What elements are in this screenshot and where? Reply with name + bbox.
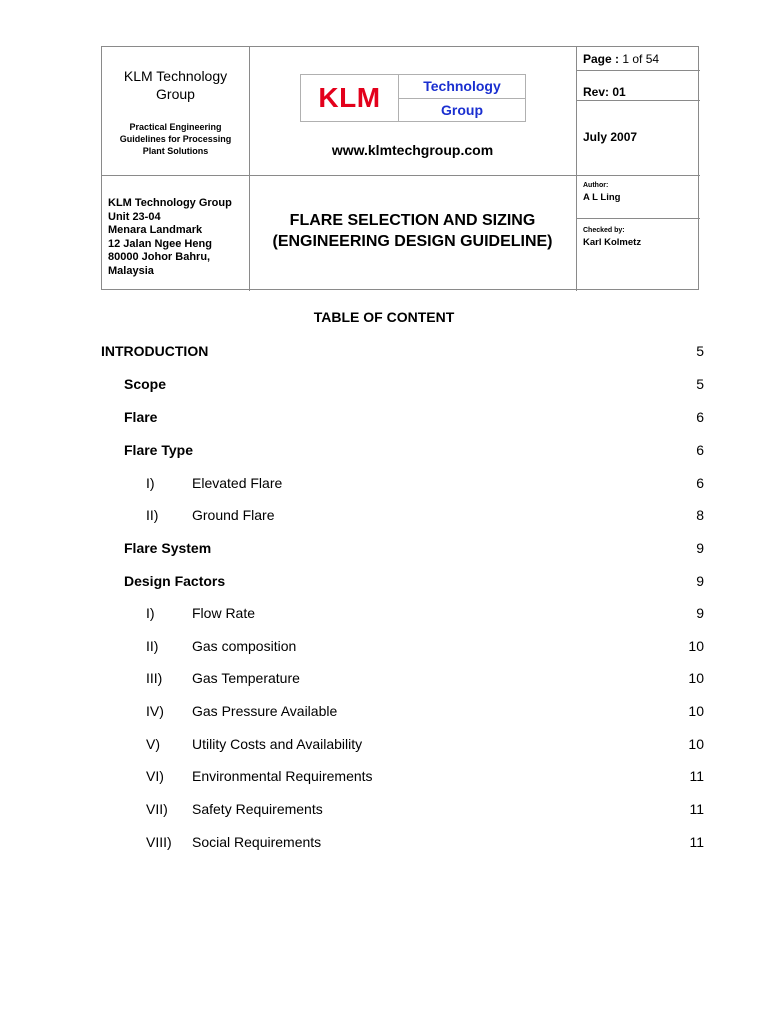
header-divider — [576, 218, 700, 219]
address-line: Unit 23-04 — [108, 210, 161, 223]
toc-entry-page: 6 — [696, 475, 704, 491]
toc-entry-label: Gas composition — [192, 638, 297, 654]
toc-entry-page: 9 — [696, 573, 704, 589]
author-label: Author: — [583, 182, 609, 189]
toc-heading: TABLE OF CONTENT — [313, 309, 455, 325]
toc-entry-label: Design Factors — [124, 573, 226, 589]
toc-entry-number: VII) — [146, 801, 168, 817]
logo-area — [249, 47, 576, 175]
toc-entry[interactable] — [0, 703, 768, 723]
website-link[interactable]: www.klmtechgroup.com — [331, 142, 494, 158]
toc-entry-label: Flow Rate — [192, 605, 256, 621]
logo-klm-text: KLM — [318, 82, 381, 113]
toc-entry[interactable] — [0, 638, 768, 658]
document-header — [101, 46, 699, 290]
address-line: Menara Landmark — [108, 224, 203, 237]
page-label: Page : — [583, 52, 620, 66]
toc-entry-label: Flare Type — [124, 442, 193, 458]
toc-entry-number: I) — [146, 475, 155, 491]
toc-entry-label: Flare — [124, 409, 158, 425]
company-tagline-text: Practical Engineering Guidelines for Processing Plant Solutions — [119, 122, 232, 156]
toc-entry[interactable] — [0, 442, 768, 462]
logo-technology-text: Technology — [423, 78, 501, 94]
toc-entry-page: 10 — [688, 638, 704, 654]
toc-entry-label: Gas Temperature — [192, 670, 300, 686]
toc-entry-number: II) — [146, 507, 159, 523]
toc-entry-page: 6 — [696, 409, 704, 425]
toc-entry-number: II) — [146, 638, 159, 654]
meta-block — [576, 47, 700, 175]
address-line: Malaysia — [108, 264, 154, 277]
revision: Rev: 01 — [583, 85, 626, 99]
toc-entry-number: I) — [146, 605, 155, 621]
company-name — [102, 67, 249, 103]
toc-entry[interactable] — [0, 573, 768, 593]
logo-group-text: Group — [441, 102, 483, 118]
toc-entry[interactable] — [0, 834, 768, 854]
title-line: FLARE SELECTION AND SIZING — [289, 212, 536, 229]
document-title — [249, 175, 576, 291]
page-value: 1 of 54 — [622, 52, 660, 66]
klm-logo — [300, 74, 526, 122]
toc-entry[interactable] — [0, 540, 768, 560]
toc-entry[interactable] — [0, 670, 768, 690]
toc-entry-label: Safety Requirements — [192, 801, 323, 817]
toc-entry-number: VI) — [146, 768, 164, 784]
company-address — [108, 197, 232, 279]
toc-entry[interactable] — [0, 475, 768, 495]
toc-entry-page: 9 — [696, 605, 704, 621]
address-line: 80000 Johor Bahru, — [108, 251, 211, 264]
company-block — [102, 47, 249, 175]
toc-entry-label: Utility Costs and Availability — [192, 736, 363, 752]
toc-entry[interactable] — [0, 343, 768, 363]
toc-entry-number: III) — [146, 670, 163, 686]
toc-entry-page: 10 — [688, 736, 704, 752]
company-name-text: KLM Technology Group — [123, 68, 228, 102]
company-tagline — [102, 121, 249, 157]
address-line: 12 Jalan Ngee Heng — [108, 237, 212, 250]
toc-entry-label: Flare System — [124, 540, 212, 556]
toc-entry[interactable] — [0, 736, 768, 756]
toc-entry-label: INTRODUCTION — [101, 343, 209, 359]
toc-entry-number: VIII) — [146, 834, 172, 850]
toc-entry[interactable] — [0, 768, 768, 788]
toc-entry[interactable] — [0, 605, 768, 625]
toc-entry[interactable] — [0, 409, 768, 429]
toc-entry[interactable] — [0, 376, 768, 396]
toc-entry-page: 5 — [696, 343, 704, 359]
toc-entry-label: Elevated Flare — [192, 475, 283, 491]
toc-entry-page: 11 — [689, 768, 704, 784]
toc-entry-page: 11 — [689, 834, 704, 850]
issue-date: July 2007 — [583, 130, 638, 144]
toc-entry-page: 5 — [696, 376, 704, 392]
toc-entry[interactable] — [0, 801, 768, 821]
toc-entry-label: Ground Flare — [192, 507, 275, 523]
toc-entry-page: 10 — [688, 703, 704, 719]
title-line: (ENGINEERING DESIGN GUIDELINE) — [272, 233, 553, 250]
toc-entry-page: 8 — [696, 507, 704, 523]
author-name: A L Ling — [583, 192, 621, 203]
checked-by-name: Karl Kolmetz — [583, 237, 642, 248]
toc-entry-label: Social Requirements — [192, 834, 322, 850]
toc-entry[interactable] — [0, 507, 768, 527]
toc-entry-number: IV) — [146, 703, 164, 719]
toc-entry-label: Gas Pressure Available — [192, 703, 338, 719]
toc-entry-label: Scope — [124, 376, 167, 392]
toc-entry-label: Environmental Requirements — [192, 768, 373, 784]
toc-entry-page: 9 — [696, 540, 704, 556]
toc-entry-page: 6 — [696, 442, 704, 458]
toc-entry-page: 10 — [688, 670, 704, 686]
checked-by-label: Checked by: — [583, 227, 625, 234]
page-number — [583, 52, 659, 66]
toc-entry-page: 11 — [689, 801, 704, 817]
address-line: KLM Technology Group — [108, 197, 232, 209]
toc-entry-number: V) — [146, 736, 160, 752]
